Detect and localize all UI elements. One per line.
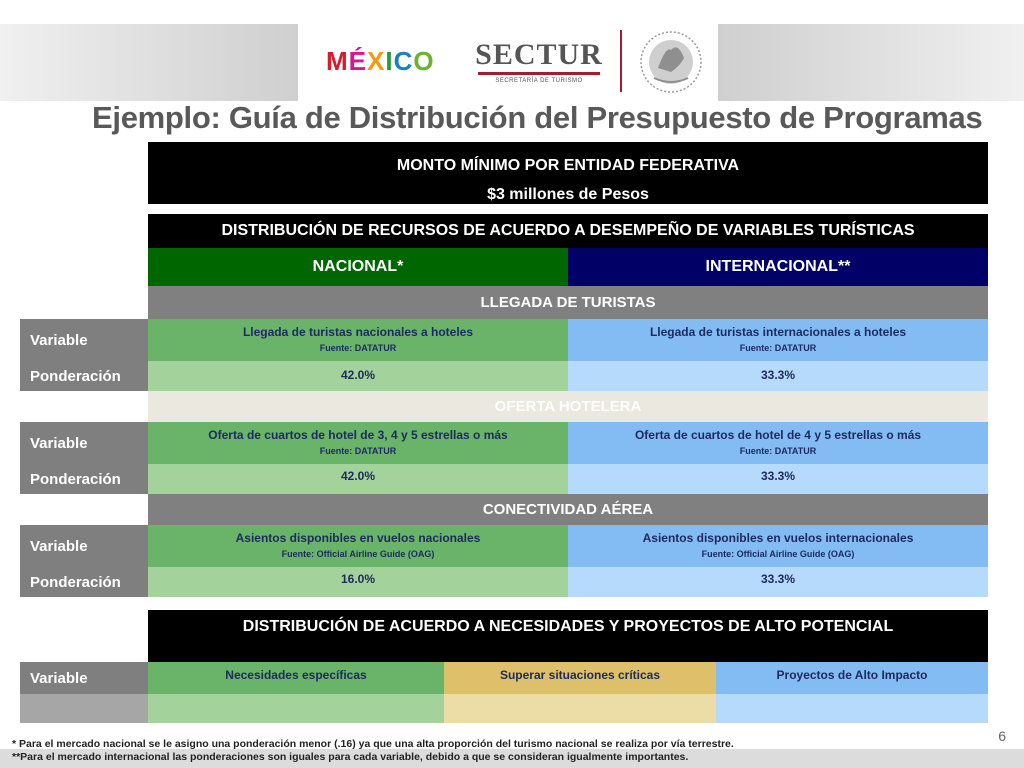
sectur-logo [472, 40, 606, 84]
oferta-internacional-variable [568, 422, 988, 464]
superar-situaciones-value [444, 694, 716, 723]
label-ponderacion: Ponderación [20, 361, 148, 391]
footnote-1: * Para el mercado nacional se le asigno una ponderación menor (.16) ya que una alta proporción del turismo nacional se realiza por vía terrestre. [12, 738, 734, 750]
section-llegada-title: LLEGADA DE TURISTAS [148, 286, 988, 319]
llegada-internacional-variable [568, 319, 988, 361]
conectividad-internacional-ponderacion: 33.3% [568, 567, 988, 597]
variable-text: Asientos disponibles en vuelos internacionales [642, 531, 914, 545]
label-empty [20, 694, 148, 723]
internacional-header: INTERNACIONAL** [568, 248, 988, 286]
fuente-text: Fuente: DATATUR [319, 343, 397, 353]
section-conectividad-title: CONECTIVIDAD AÉREA [148, 494, 988, 525]
header-band-right [718, 24, 1024, 101]
label-variable: Variable [20, 319, 148, 361]
footnote-2: **Para el mercado internacional las ponderaciones son iguales para cada variable, debido a que se consideran igualmente importantes. [12, 751, 689, 763]
conectividad-internacional-variable [568, 525, 988, 567]
nacional-header: NACIONAL* [148, 248, 568, 286]
fuente-text: Fuente: Official Airline Guide (OAG) [281, 549, 435, 559]
fuente-text: Fuente: DATATUR [739, 446, 817, 456]
label-variable: Variable [20, 662, 148, 694]
variable-text: Llegada de turistas nacionales a hoteles [242, 325, 474, 339]
label-variable: Variable [20, 525, 148, 567]
oferta-internacional-ponderacion: 33.3% [568, 464, 988, 494]
oferta-nacional-variable [148, 422, 568, 464]
fuente-text: Fuente: DATATUR [739, 343, 817, 353]
conectividad-nacional-variable [148, 525, 568, 567]
coat-of-arms-icon [636, 28, 706, 96]
variable-text: Asientos disponibles en vuelos nacionales [235, 531, 481, 545]
sectur-name: SECTUR [475, 38, 603, 71]
label-variable: Variable [20, 422, 148, 464]
variable-text: Oferta de cuartos de hotel de 3, 4 y 5 estrellas o más [208, 428, 508, 442]
sectur-subtitle: SECRETARÍA DE TURISMO [495, 78, 583, 84]
necesidades-especificas: Necesidades específicas [148, 662, 444, 694]
superar-situaciones-criticas: Superar situaciones críticas [444, 662, 716, 694]
label-ponderacion: Ponderación [20, 567, 148, 597]
mexico-logo: MÉXICO [326, 46, 435, 76]
page-number: 6 [998, 728, 1006, 744]
monto-minimo-block [148, 142, 988, 204]
desempeno-title: DISTRIBUCIÓN DE RECURSOS DE ACUERDO A DESEMPEÑO DE VARIABLES TURÍSTICAS [148, 214, 988, 248]
llegada-nacional-variable [148, 319, 568, 361]
monto-line2: $3 millones de Pesos [487, 186, 649, 203]
variable-text: Oferta de cuartos de hotel de 4 y 5 estrellas o más [634, 428, 922, 442]
header-band-left [0, 24, 298, 101]
conectividad-nacional-ponderacion: 16.0% [148, 567, 568, 597]
sectur-bar [478, 72, 600, 75]
oferta-nacional-ponderacion: 42.0% [148, 464, 568, 494]
proyectos-alto-impacto-value [716, 694, 988, 723]
proyectos-alto-impacto: Proyectos de Alto Impacto [716, 662, 988, 694]
llegada-internacional-ponderacion: 33.3% [568, 361, 988, 391]
label-ponderacion: Ponderación [20, 464, 148, 494]
page-title: Ejemplo: Guía de Distribución del Presupuesto de Programas [92, 100, 983, 135]
necesidades-especificas-value [148, 694, 444, 723]
header-separator [620, 30, 622, 92]
fuente-text: Fuente: Official Airline Guide (OAG) [701, 549, 855, 559]
llegada-nacional-ponderacion: 42.0% [148, 361, 568, 391]
monto-line1: MONTO MÍNIMO POR ENTIDAD FEDERATIVA [396, 157, 740, 174]
section-oferta-title: OFERTA HOTELERA [148, 391, 988, 422]
necesidades-title: DISTRIBUCIÓN DE ACUERDO A NECESIDADES Y PROYECTOS DE ALTO POTENCIAL [148, 610, 988, 662]
variable-text: Llegada de turistas internacionales a hoteles [649, 325, 907, 339]
fuente-text: Fuente: DATATUR [319, 446, 397, 456]
